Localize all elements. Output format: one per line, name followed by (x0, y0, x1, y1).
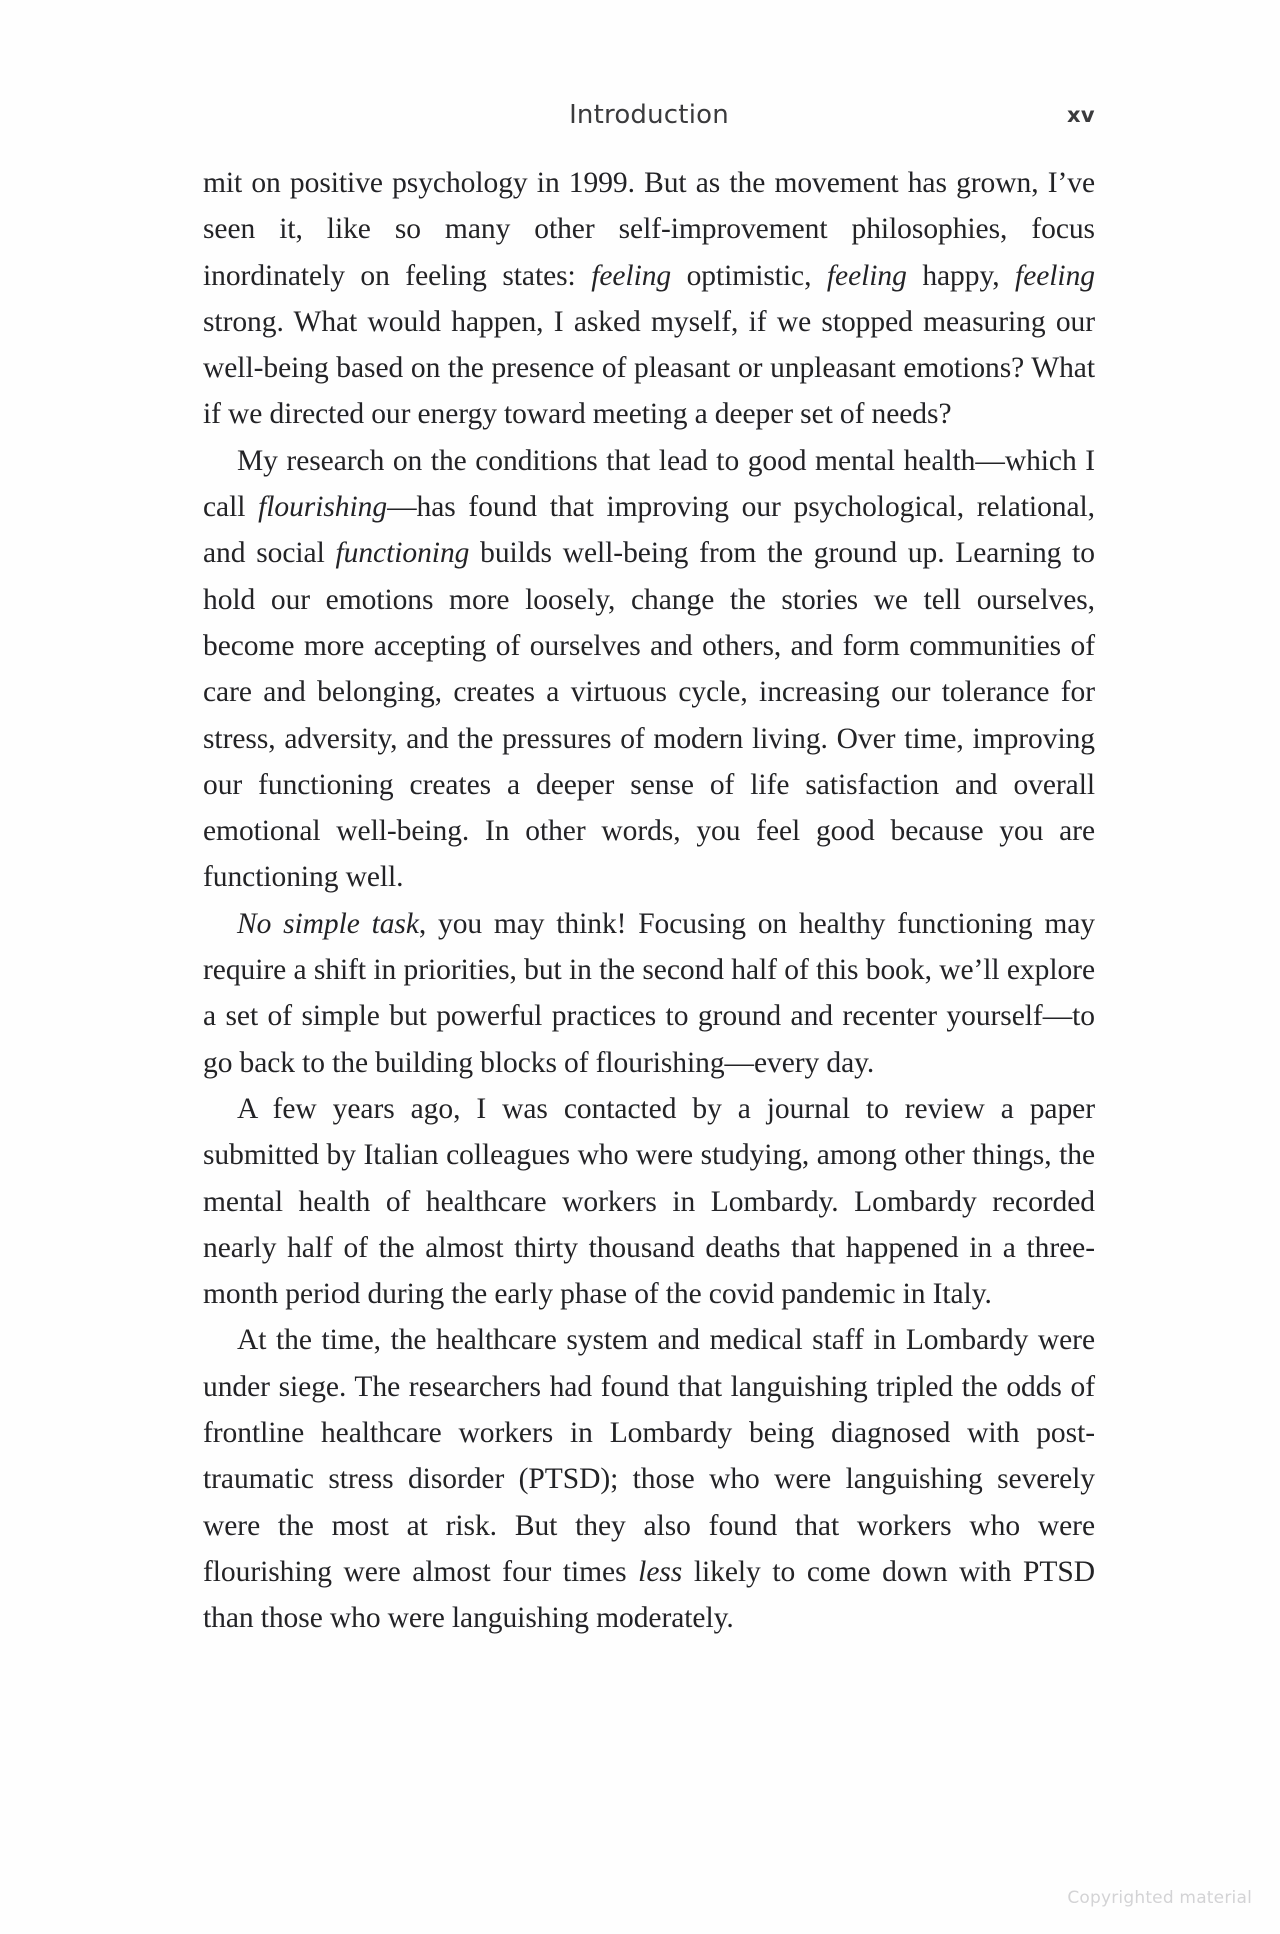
text-run: , you may think! Focusing on healthy functioning may require a shift in priorities, but in the second half of this book, we’ll explore a set of simple but powerful practices to ground and recenter yourself—to go back to the building blocks of flourishing—every day. (203, 907, 1096, 1079)
text-run: mit on positive psychology in 1999. But as the movement has grown, I’ve seen it, like so many other self-improvement philosophies, focus inordinately on feeling states: (203, 167, 1095, 292)
text-run: A few years ago, I was contacted by a journal to review a paper submitted by Italian colleagues who were studying, among other things, the mental health of healthcare workers in Lombardy. Lombardy recorded nearly half of the almost thirty thousand deaths that happened in a three-month period during the early phase of the covid pandemic in Italy. (203, 1092, 1095, 1311)
copyright-watermark: Copyrighted material (1067, 1888, 1252, 1908)
page-title: Introduction (569, 100, 729, 130)
para-lombardy-paper (203, 1086, 1095, 1317)
para-flourishing-research (203, 438, 1095, 901)
text-run: builds well-being from the ground up. Learning to hold our emotions more loosely, change the stories we tell ourselves, become more accepting of ourselves and others, and form communities of care and belonging, creates a virtuous cycle, increasing our tolerance for stress, adversity, and the pressures of modern living. Over time, improving our functioning creates a deeper sense of life satisfaction and overall emotional well-being. In other words, you feel good because you are functioning well. (203, 537, 1095, 894)
text-run: likely to come down with PTSD than those who were languishing moderately. (203, 1555, 1095, 1635)
emphasized-text: No simple task (237, 907, 419, 940)
text-run: strong. What would happen, I asked myself, if we stopped measuring our well-being based on the presence of pleasant or unpleasant emotions? What if we directed our energy toward meeting a deeper set of needs? (203, 305, 1095, 431)
para-ptsd-findings (203, 1317, 1095, 1641)
para-movement-grown (203, 160, 1095, 438)
text-run: My research on the conditions that lead to good mental health—which I call (203, 444, 1095, 524)
page-number: xv (1066, 103, 1095, 127)
para-no-simple-task (203, 901, 1095, 1086)
emphasized-text: flourishing (258, 491, 388, 524)
text-run: happy, (906, 259, 1016, 292)
emphasized-text: feeling (1015, 259, 1095, 292)
emphasized-text: feeling (826, 259, 907, 292)
emphasized-text: feeling (591, 259, 672, 292)
text-run: optimistic, (671, 259, 827, 292)
text-run: At the time, the healthcare system and medical staff in Lombardy were under siege. The researchers had found that languishing tripled the odds of frontline healthcare workers in Lombardy being diagnosed with post-traumatic stress disorder (PTSD); those who were languishing severely were the most at risk. But they also found that workers who were flourishing were almost four times (203, 1324, 1095, 1588)
emphasized-text: less (638, 1555, 683, 1588)
running-header (203, 98, 1095, 138)
body-text-block (203, 160, 1095, 1642)
text-run: —has found that improving our psychological, relational, and social (203, 491, 1095, 570)
emphasized-text: functioning (335, 537, 470, 570)
